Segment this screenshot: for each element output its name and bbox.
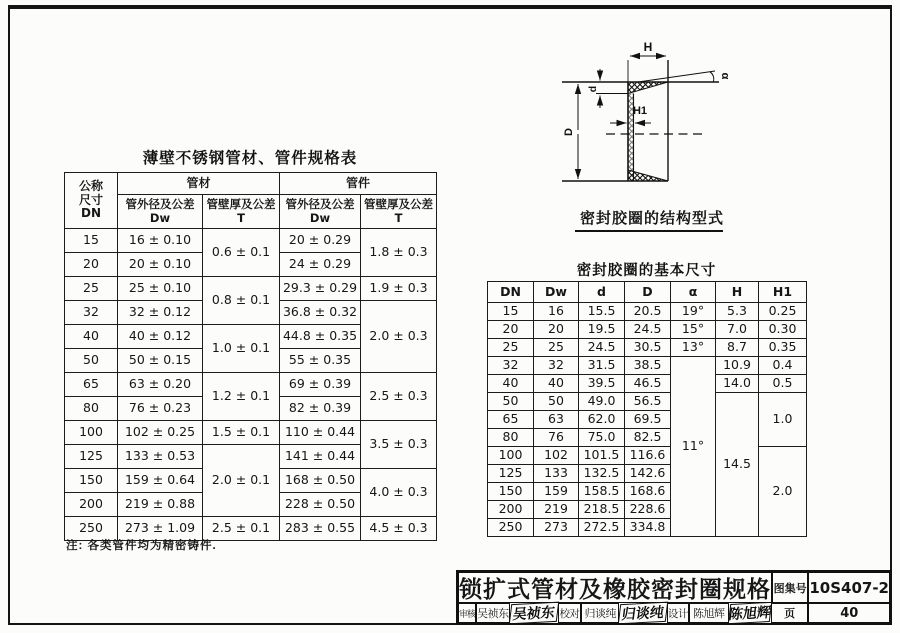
designer-label: 设计 xyxy=(667,603,689,623)
table-row: 150 159 158.5 168.6 xyxy=(488,483,807,501)
table-row: 125 133 132.5 142.6 xyxy=(488,465,807,483)
spec-header-fitting-group: 管件 xyxy=(280,173,437,195)
table-row: 80 76 ± 0.23 82 ± 0.39 xyxy=(65,397,437,421)
table-row: 80 76 75.0 82.5 xyxy=(488,429,807,447)
table-row: 50 50 ± 0.15 55 ± 0.35 xyxy=(65,349,437,373)
reviewer-label: 审核 xyxy=(458,603,476,623)
table-row: 40 40 ± 0.12 1.0 ± 0.1 44.8 ± 0.35 xyxy=(65,325,437,349)
designer-name: 陈旭辉 xyxy=(689,603,729,623)
alpha-label: α xyxy=(719,72,731,80)
table-row: 150 159 ± 0.64 168 ± 0.50 4.0 ± 0.3 xyxy=(65,469,437,493)
spec-header-pipe-group: 管材 xyxy=(118,173,280,195)
table-row: 25 25 ± 0.10 0.8 ± 0.1 29.3 ± 0.29 1.9 ± 0.3 xyxy=(65,277,437,301)
table-row: 32 32 31.5 38.5 11° 10.9 0.4 xyxy=(488,357,807,375)
table-row: 20 20 ± 0.10 24 ± 0.29 xyxy=(65,253,437,277)
table-row: 32 32 ± 0.12 36.8 ± 0.32 2.0 ± 0.3 xyxy=(65,301,437,325)
seal-ring-cross-section-diagram xyxy=(552,24,762,204)
table-row: 125 133 ± 0.53 2.0 ± 0.1 141 ± 0.44 xyxy=(65,445,437,469)
seal-table-title: 密封胶圈的基本尺寸 xyxy=(576,263,717,279)
spec-table-note: 注: 各类管件均为精密铸件. xyxy=(66,540,217,552)
table-row: 25 25 24.5 30.5 13° 8.7 0.35 xyxy=(488,339,807,357)
title-block xyxy=(456,570,892,625)
table-row: 50 50 49.0 56.5 14.5 1.0 xyxy=(488,393,807,411)
table-row: 20 20 19.5 24.5 15° 7.0 0.30 xyxy=(488,321,807,339)
reviewer-signature: 吴祯东 xyxy=(509,602,559,625)
spec-header-pipe-od: 管外径及公差 Dw xyxy=(118,195,203,229)
diagram-caption-underline xyxy=(575,230,723,232)
proofreader-signature: 归谈纯 xyxy=(618,602,668,625)
diagram-caption: 密封胶圈的结构型式 xyxy=(579,210,724,227)
page-label: 页 xyxy=(771,603,809,623)
designer-signature: 陈旭辉 xyxy=(727,602,771,624)
proofreader-name: 归谈纯 xyxy=(581,603,619,623)
spec-header-dn: 公称 尺寸 DN xyxy=(65,173,118,229)
table-row: 15 16 15.5 20.5 19° 5.3 0.25 xyxy=(488,303,807,321)
h1-label: H1 xyxy=(632,105,648,117)
spec-header-pipe-wall: 管壁厚及公差 T xyxy=(203,195,280,229)
spec-table-title: 薄壁不锈钢管材、管件规格表 xyxy=(142,150,358,167)
table-row: 200 219 218.5 228.6 xyxy=(488,501,807,519)
spec-header-fitting-wall: 管壁厚及公差 T xyxy=(361,195,437,229)
h-label: H xyxy=(643,40,653,54)
sheet-title: 锁扩式管材及橡胶密封圈规格 xyxy=(458,572,772,603)
proofreader-label: 校对 xyxy=(558,603,582,623)
atlas-number: 10S407-2 xyxy=(808,572,890,603)
table-row: 250 273 ± 1.09 2.5 ± 0.1 283 ± 0.55 4.5 ± 0.3 xyxy=(65,517,437,541)
table-row: 15 16 ± 0.10 0.6 ± 0.1 20 ± 0.29 1.8 ± 0.3 xyxy=(65,229,437,253)
table-row: 100 102 ± 0.25 1.5 ± 0.1 110 ± 0.44 3.5 ± 0.3 xyxy=(65,421,437,445)
spec-table xyxy=(64,172,437,541)
D-label: D xyxy=(563,128,575,136)
reviewer-name: 吴祯东 xyxy=(476,603,510,623)
table-row: 40 40 39.5 46.5 14.0 0.5 xyxy=(488,375,807,393)
atlas-number-label: 图集号 xyxy=(772,572,808,603)
page-number: 40 xyxy=(808,603,890,623)
spec-header-fitting-od: 管外径及公差 Dw xyxy=(280,195,361,229)
table-row: 65 63 ± 0.20 1.2 ± 0.1 69 ± 0.39 2.5 ± 0.3 xyxy=(65,373,437,397)
seal-table xyxy=(487,281,807,537)
table-row: 250 273 272.5 334.8 xyxy=(488,519,807,537)
seal-table-header-row: DN Dw d D α H H1 xyxy=(488,282,807,303)
table-row: 100 102 101.5 116.6 2.0 xyxy=(488,447,807,465)
table-row: 200 219 ± 0.88 228 ± 0.50 xyxy=(65,493,437,517)
table-row: 65 63 62.0 69.5 xyxy=(488,411,807,429)
d-label: d xyxy=(587,85,599,93)
